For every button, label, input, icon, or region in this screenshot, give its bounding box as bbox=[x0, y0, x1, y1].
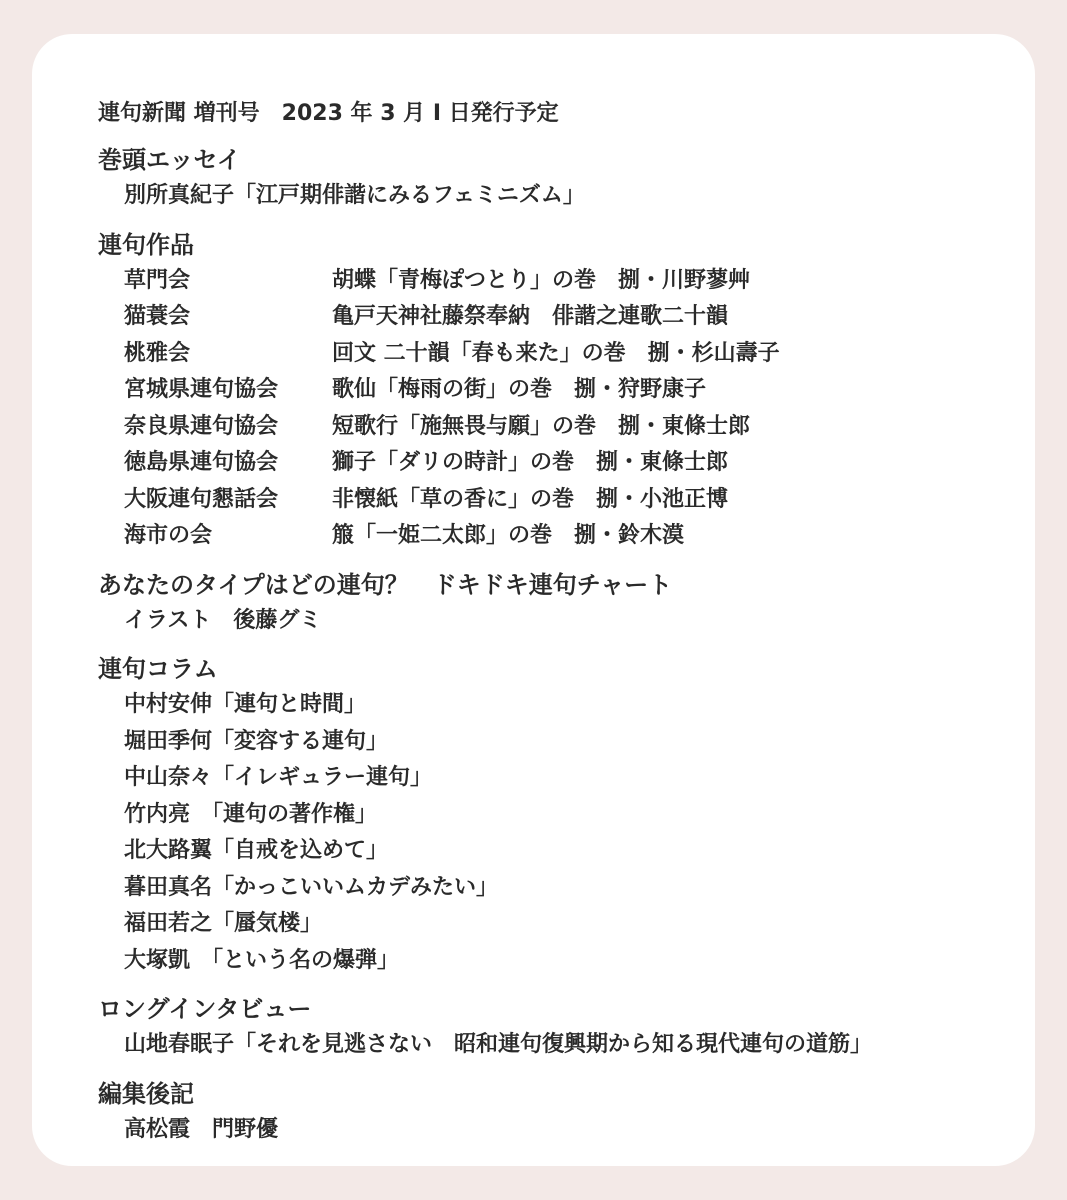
section-chart bbox=[98, 567, 1015, 640]
work-row bbox=[98, 299, 1015, 336]
section-afterword bbox=[98, 1076, 1015, 1149]
work-title: 獅子「ダリの時計」の巻 捌・東條士郎 bbox=[332, 450, 729, 475]
list-item: 大塚凱 「という名の爆弾」 bbox=[124, 947, 400, 973]
work-group: 猫蓑会 bbox=[124, 304, 191, 329]
work-title: 回文 二十韻「春も来た」の巻 捌・杉山壽子 bbox=[332, 340, 780, 366]
section-works bbox=[98, 227, 1015, 555]
section-essay bbox=[98, 142, 1015, 215]
section-title-interview: ロングインタビュー bbox=[98, 995, 312, 1023]
work-row bbox=[98, 263, 1015, 300]
work-row bbox=[98, 336, 1015, 373]
work-group: 海市の会 bbox=[124, 523, 213, 548]
list-item: 北大路翼「自戒を込めて」 bbox=[124, 838, 389, 863]
section-title-afterword: 編集後記 bbox=[98, 1079, 194, 1108]
work-title: 亀戸天神社藤祭奉納 俳諧之連歌二十韻 bbox=[332, 304, 729, 329]
work-row bbox=[98, 372, 1015, 409]
section-title-essay: 巻頭エッセイ bbox=[98, 146, 241, 174]
section-columns bbox=[98, 651, 1015, 979]
work-group: 徳島県連句協会 bbox=[124, 450, 279, 475]
list-item: 別所真紀子「江戸期俳諧にみるフェミニズム」 bbox=[124, 183, 585, 208]
work-row bbox=[98, 518, 1015, 555]
section-title-columns: 連句コラム bbox=[98, 655, 218, 683]
list-item: イラスト 後藤グミ bbox=[124, 607, 322, 633]
section-interview bbox=[98, 991, 1015, 1064]
work-title: 箙「一姫二太郎」の巻 捌・鈴木漠 bbox=[332, 523, 685, 548]
section-title-chart: あなたのタイプはどの連句？ ドキドキ連句チャート bbox=[98, 570, 673, 599]
contents-card bbox=[32, 34, 1035, 1166]
work-row bbox=[98, 482, 1015, 519]
list-item: 暮田真名「かっこいいムカデみたい」 bbox=[124, 874, 499, 900]
work-title: 歌仙「梅雨の街」の巻 捌・狩野康子 bbox=[332, 377, 707, 402]
work-title: 非懐紙「草の香に」の巻 捌・小池正博 bbox=[332, 486, 729, 512]
work-row bbox=[98, 409, 1015, 446]
list-item: 竹内亮 「連句の著作権」 bbox=[124, 801, 378, 827]
section-title-works: 連句作品 bbox=[98, 230, 194, 259]
work-group: 宮城県連句協会 bbox=[124, 377, 279, 402]
work-group: 奈良県連句協会 bbox=[124, 413, 279, 439]
work-group: 桃雅会 bbox=[124, 340, 191, 366]
list-item: 福田若之「蜃気楼」 bbox=[124, 911, 323, 936]
work-group: 大阪連句懇話会 bbox=[124, 486, 279, 512]
work-group: 草門会 bbox=[124, 267, 191, 293]
work-title: 短歌行「施無畏与願」の巻 捌・東條士郎 bbox=[332, 413, 751, 439]
list-item: 堀田季何「変容する連句」 bbox=[124, 728, 389, 754]
table-of-contents bbox=[98, 96, 1015, 1160]
work-row bbox=[98, 445, 1015, 482]
list-item: 山地春眠子「それを見逃さない 昭和連句復興期から知る現代連句の道筋」 bbox=[124, 1032, 873, 1057]
issue-header: 連句新聞 増刊号 2023 年 3 月 I 日発行予定 bbox=[98, 101, 559, 126]
list-item: 中山奈々「イレギュラー連句」 bbox=[124, 765, 433, 790]
work-title: 胡蝶「青梅ぽつとり」の巻 捌・川野蓼艸 bbox=[332, 267, 751, 293]
list-item: 中村安伸「連句と時間」 bbox=[124, 692, 367, 717]
list-item: 高松霞 門野優 bbox=[124, 1116, 279, 1142]
